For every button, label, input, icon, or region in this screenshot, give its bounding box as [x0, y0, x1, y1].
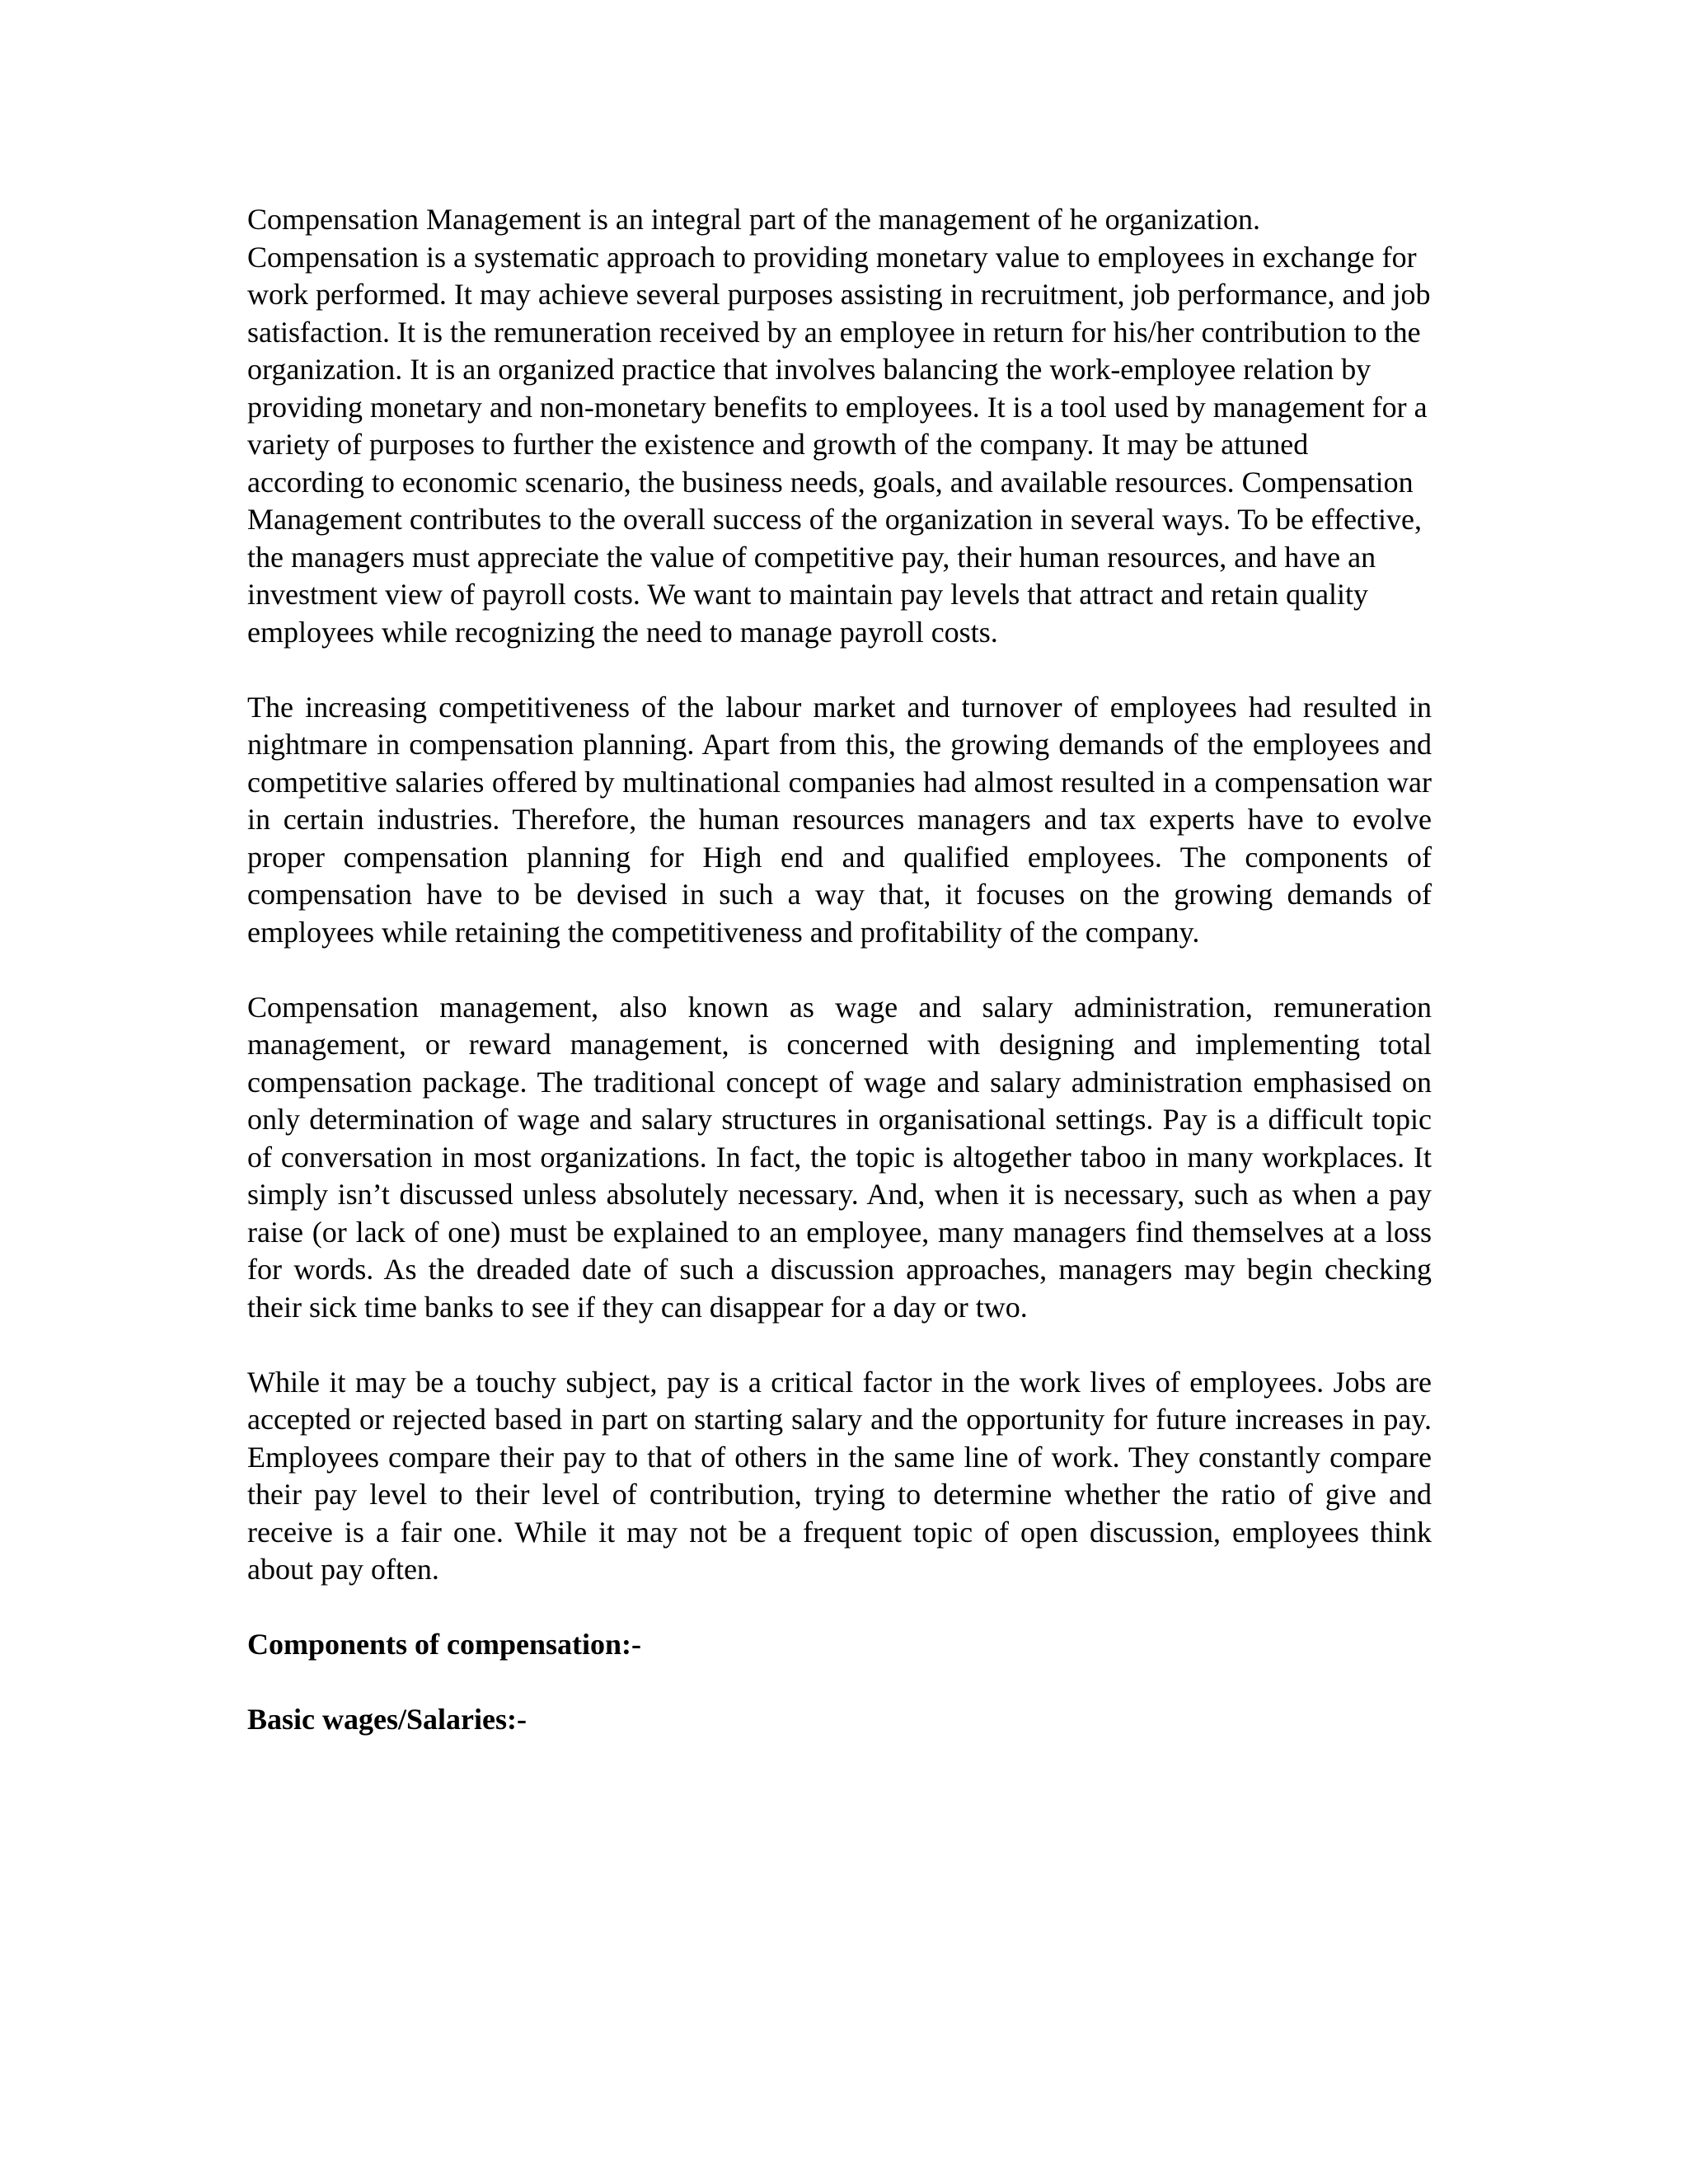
heading-components-of-compensation: Components of compensation:-: [247, 1628, 642, 1661]
paragraph-pay-critical-factor: While it may be a touchy subject, pay is a critical factor in the work lives of employees. Jobs are accepted or rejected based in part on starting salary and the opportunity for future increases in pay. Employees compare their pay to that of others in the same line of work. They constantly compare their pay level to their level of contribution, trying to determine whether the ratio of give and receive is a fair one. While it may not be a frequent topic of open discussion, employees think about pay often.: [247, 1365, 1432, 1586]
heading-basic-wages-salaries: Basic wages/Salaries:-: [247, 1703, 527, 1736]
document-body: [247, 201, 1432, 1776]
paragraph-compensation-overview: Compensation Management is an integral part of the management of he organization. Compensation is a systematic approach to providing monetary value to employees in exchange for work performed. It may achieve several purposes assisting in recruitment, job performance, and job satisfaction. It is the remuneration received by an employee in return for his/her contribution to the organization. It is an organized practice that involves balancing the work-employee relation by providing monetary and non-monetary benefits to employees. It is a tool used by management for a variety of purposes to further the existence and growth of the company. It may be attuned according to economic scenario, the business needs, goals, and available resources. Compensation Management contributes to the overall success of the organization in several ways. To be effective, the managers must appreciate the value of competitive pay, their human resources, and have an investment view of payroll costs. We want to maintain pay levels that attract and retain quality employees while recognizing the need to manage payroll costs.: [247, 203, 1431, 649]
paragraph-wage-administration: Compensation management, also known as wage and salary administration, remuneration management, or reward management, is concerned with designing and implementing total compensation package. The traditional concept of wage and salary administration emphasised on only determination of wage and salary structures in organisational settings. Pay is a difficult topic of conversation in most organizations. In fact, the topic is altogether taboo in many workplaces. It simply isn’t discussed unless absolutely necessary. And, when it is necessary, such as when a pay raise (or lack of one) must be explained to an employee, many managers find themselves at a loss for words. As the dreaded date of such a discussion approaches, managers may begin checking their sick time banks to see if they can disappear for a day or two.: [247, 990, 1432, 1324]
paragraph-labour-market: The increasing competitiveness of the labour market and turnover of employees had resulted in nightmare in compensation planning. Apart from this, the growing demands of the employees and competitive salaries offered by multinational companies had almost resulted in a compensation war in certain industries. Therefore, the human resources managers and tax experts have to evolve proper compensation planning for High end and qualified employees. The components of compensation have to be devised in such a way that, it focuses on the growing demands of employees while retaining the competitiveness and profitability of the company.: [247, 690, 1432, 949]
